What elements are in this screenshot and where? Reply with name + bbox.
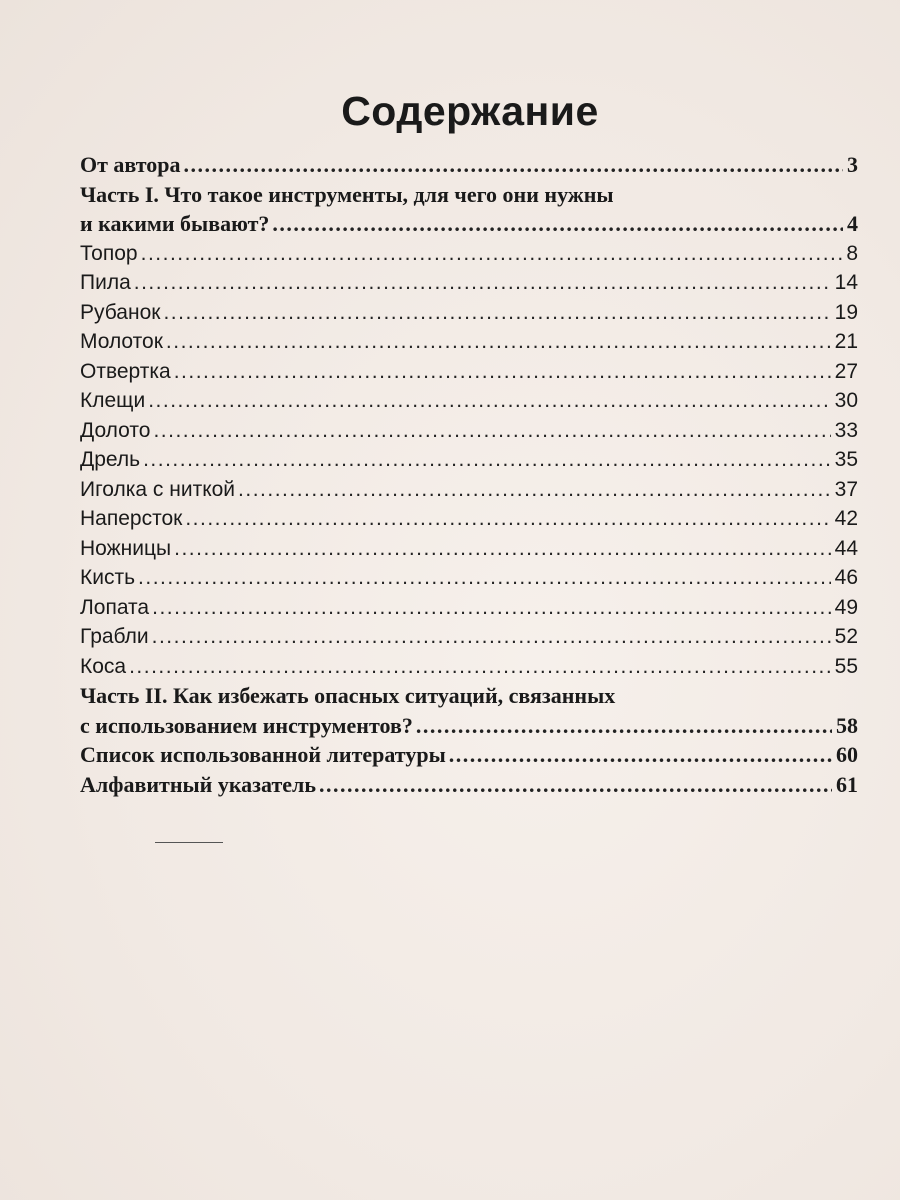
toc-entry-scythe[interactable] <box>80 652 858 682</box>
toc-entry-page: 37 <box>834 477 858 501</box>
toc-entry-page: 19 <box>834 300 858 324</box>
toc-entry-page: 4 <box>847 211 858 236</box>
toc-entry-page: 35 <box>834 448 858 471</box>
toc-entry-page: 21 <box>834 330 858 353</box>
table-of-contents <box>80 150 858 799</box>
leader-dots <box>129 652 831 682</box>
toc-entry-page: 33 <box>834 418 858 442</box>
leader-dots <box>319 770 832 800</box>
leader-dots <box>174 534 831 564</box>
toc-entry-page: 14 <box>834 271 858 294</box>
leader-dots <box>166 327 831 357</box>
toc-entry-page: 44 <box>834 536 858 560</box>
toc-entry-page: 52 <box>834 625 858 648</box>
toc-entry-label: Список использованной литературы <box>80 742 446 767</box>
toc-entry-plane[interactable] <box>80 298 858 328</box>
toc-entry-label: Рубанок <box>80 300 161 324</box>
toc-entry-bibliography[interactable] <box>80 740 858 770</box>
toc-entry-label: Ножницы <box>80 536 172 560</box>
toc-entry-thimble[interactable] <box>80 504 858 534</box>
toc-entry-label: Лопата <box>80 595 150 619</box>
leader-dots <box>272 209 843 239</box>
toc-entry-axe[interactable] <box>80 239 858 269</box>
toc-entry-hammer[interactable] <box>80 327 858 357</box>
toc-entry-screwdriver[interactable] <box>80 357 858 387</box>
leader-dots <box>134 268 831 298</box>
leader-dots <box>184 150 843 180</box>
toc-entry-label: Грабли <box>80 625 149 648</box>
leader-dots <box>185 504 830 534</box>
toc-entry-label: Клещи <box>80 389 146 412</box>
toc-entry-saw[interactable] <box>80 268 858 298</box>
leader-dots <box>174 357 831 387</box>
leader-dots <box>238 475 831 505</box>
toc-entry-label: Кисть <box>80 566 136 589</box>
toc-entry-label: Наперсток <box>80 507 183 530</box>
toc-entry-part2[interactable] <box>80 711 858 741</box>
toc-entry-rake[interactable] <box>80 622 858 652</box>
toc-entry-shovel[interactable] <box>80 593 858 623</box>
leader-dots <box>143 445 831 475</box>
toc-entry-page: 3 <box>847 152 858 177</box>
page-title: Содержание <box>341 88 599 134</box>
toc-entry-label-line1: Часть I. Что такое инструменты, для чего они нужны <box>80 181 614 207</box>
toc-entry-part1-line1[interactable] <box>80 180 858 210</box>
toc-entry-page: 8 <box>846 241 858 265</box>
toc-entry-brush[interactable] <box>80 563 858 593</box>
toc-entry-page: 42 <box>834 507 858 530</box>
toc-entry-page: 46 <box>834 566 858 589</box>
leader-dots <box>163 298 830 328</box>
leader-dots <box>141 239 843 269</box>
toc-entry-page: 49 <box>834 595 858 619</box>
toc-entry-page: 60 <box>836 742 858 767</box>
toc-entry-pliers[interactable] <box>80 386 858 416</box>
toc-entry-label: От автора <box>80 152 181 177</box>
toc-entry-part1[interactable] <box>80 209 858 239</box>
leader-dots <box>449 740 832 770</box>
toc-entry-label: и какими бывают? <box>80 211 270 236</box>
leader-dots <box>152 593 831 623</box>
leader-dots <box>153 416 830 446</box>
toc-entry-page: 61 <box>836 771 858 797</box>
toc-entry-chisel[interactable] <box>80 416 858 446</box>
leader-dots <box>416 711 832 741</box>
toc-entry-page: 30 <box>834 389 858 412</box>
leader-dots <box>148 386 830 416</box>
toc-entry-author[interactable] <box>80 150 858 180</box>
leader-dots <box>152 622 831 652</box>
toc-entry-label: с использованием инструментов? <box>80 712 413 738</box>
toc-entry-label: Отвертка <box>80 359 171 383</box>
toc-entry-page: 27 <box>834 359 858 383</box>
toc-entry-index[interactable] <box>80 770 858 800</box>
toc-entry-label: Долото <box>80 418 151 442</box>
toc-entry-label-line1: Часть II. Как избежать опасных ситуаций, связанных <box>80 683 616 708</box>
toc-entry-label: Дрель <box>80 448 141 471</box>
toc-entry-page: 58 <box>836 712 858 738</box>
toc-entry-label: Иголка с ниткой <box>80 477 236 501</box>
toc-entry-label: Алфавитный указатель <box>80 771 317 797</box>
toc-entry-scissors[interactable] <box>80 534 858 564</box>
divider <box>155 842 223 843</box>
toc-entry-label: Топор <box>80 241 138 265</box>
toc-entry-page: 55 <box>834 654 858 678</box>
toc-entry-needle[interactable] <box>80 475 858 505</box>
toc-entry-label: Молоток <box>80 330 163 353</box>
toc-entry-label: Пила <box>80 271 131 294</box>
toc-entry-drill[interactable] <box>80 445 858 475</box>
toc-entry-part2-line1[interactable] <box>80 681 858 711</box>
toc-entry-label: Коса <box>80 654 127 678</box>
leader-dots <box>138 563 831 593</box>
